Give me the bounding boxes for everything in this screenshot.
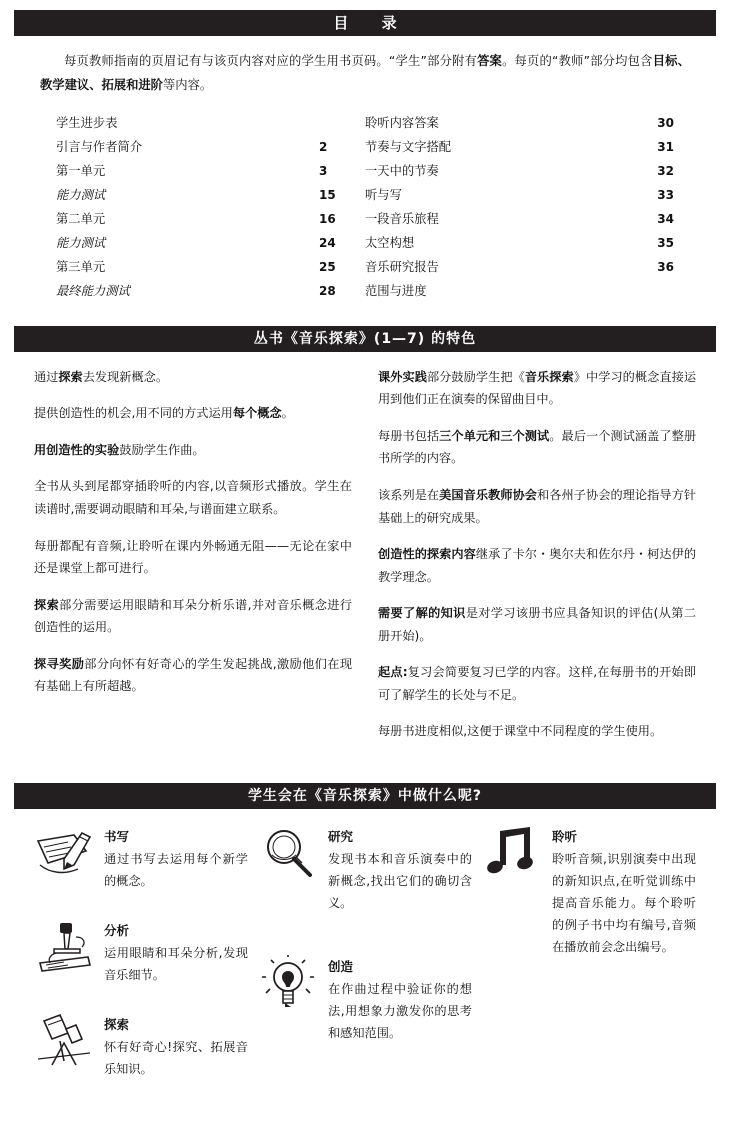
- feature-text: 部分鼓励学生把《: [426, 369, 525, 384]
- microscope-icon: [34, 919, 96, 975]
- music-note-icon: [482, 825, 544, 881]
- feature-text: 每册书进度相似,这便于课堂中不同程度的学生使用。: [378, 724, 663, 739]
- feature-paragraph: [378, 661, 696, 706]
- feature-paragraph: [378, 720, 696, 743]
- activities-banner: 学生会在《音乐探索》中做什么呢?: [14, 783, 716, 809]
- toc-entry[interactable]: [56, 184, 365, 208]
- feature-text: 。最后一个测试涵盖了整册书所学的内容。: [378, 428, 697, 466]
- feature-paragraph: [34, 366, 352, 389]
- intro-text-3: 等内容。: [162, 77, 213, 92]
- feature-text: 该系列是在: [378, 487, 440, 502]
- toc-entry-page: 35: [657, 235, 674, 250]
- features-banner: 丛书《音乐探索》(1—7) 的特色: [14, 326, 716, 352]
- feature-text: 部分向怀有好奇心的学生发起挑战,激励他们在现有基础上有所超越。: [34, 656, 353, 694]
- intro-text-2: 。每页的“教师”部分均包含: [502, 54, 653, 68]
- toc-entry-page: 34: [657, 211, 674, 226]
- toc-entry-title: 音乐研究报告: [365, 259, 439, 274]
- feature-bold-text: 起点:: [378, 665, 408, 680]
- activity-body: 聆听音频,识别演奏中出现的新知识点,在听觉训练中提高音乐能力。每个聆听的例子书中均有编号,音频在播放前会念出编号。: [552, 852, 696, 954]
- feature-paragraph: [34, 402, 352, 425]
- intro-bold-1: 答案: [477, 54, 503, 68]
- intro-text-1: 每页教师指南的页眉记有与该页内容对应的学生用书页码。“学生”部分附有: [64, 54, 478, 68]
- activity-heading: 创造: [328, 958, 354, 974]
- magnifier-icon: [258, 825, 320, 881]
- toc-column-right: [365, 112, 674, 304]
- toc-entry-title: 第三单元: [56, 259, 106, 274]
- activities-column-3: [482, 825, 696, 1107]
- toc-entry[interactable]: [365, 280, 674, 304]
- feature-paragraph: [378, 543, 696, 588]
- toc-entry-page: 28: [319, 283, 336, 298]
- activity-text: [104, 1013, 248, 1081]
- table-of-contents-banner: 目 录: [14, 10, 716, 36]
- feature-paragraph: [378, 425, 696, 470]
- feature-text: 是对学习该册书应具备知识的评估(从第二册开始)。: [378, 606, 697, 643]
- feature-text: 去发现新概念。: [82, 369, 169, 384]
- toc-entry-page: 25: [319, 259, 336, 274]
- feature-text: 部分需要运用眼睛和耳朵分析乐谱,并对音乐概念进行创造性的运用。: [34, 597, 353, 635]
- feature-paragraph: [378, 366, 696, 411]
- toc-entry-title: 能力测试: [56, 235, 106, 250]
- toc-entry-page: 15: [319, 187, 336, 202]
- intro-bold-2: 目标、教学建议、拓展和进阶: [40, 54, 690, 92]
- layout-spacer: [258, 941, 472, 955]
- activity-body: 运用眼睛和耳朵分析,发现音乐细节。: [104, 945, 248, 982]
- toc-entry[interactable]: [365, 184, 674, 208]
- toc-entry[interactable]: [365, 232, 674, 256]
- toc-entry[interactable]: [365, 208, 674, 232]
- feature-paragraph: [378, 484, 696, 529]
- toc-entry-page: 36: [657, 259, 674, 274]
- activity-item: [482, 825, 696, 959]
- intro-paragraph: [40, 50, 690, 98]
- feature-paragraph: [34, 475, 352, 520]
- feature-paragraph: [34, 653, 352, 698]
- activity-item: [34, 1013, 248, 1081]
- toc-entry-title: 能力测试: [56, 187, 106, 202]
- lightbulb-icon: [258, 955, 320, 1011]
- feature-text: 复习会简要复习已学的内容。这样,在每册书的开始即可了解学生的长处与不足。: [378, 665, 697, 702]
- toc-entry-title: 最终能力测试: [56, 283, 130, 298]
- toc-entry-page: 3: [319, 163, 328, 178]
- toc-entry[interactable]: [56, 280, 365, 304]
- feature-text: 每册都配有音频,让聆听在课内外畅通无阻——无论在家中还是课堂上都可进行。: [34, 538, 352, 576]
- toc-entry[interactable]: [365, 256, 674, 280]
- feature-text: 每册书包括: [378, 428, 440, 443]
- toc-entry[interactable]: [56, 136, 365, 160]
- activity-heading: 分析: [104, 922, 130, 938]
- feature-bold-text: 音乐探索: [524, 369, 574, 384]
- activity-text: [328, 955, 472, 1045]
- toc-column-left: [56, 112, 365, 304]
- activity-body: 发现书本和音乐演奏中的新概念,找出它们的确切含义。: [328, 852, 472, 910]
- toc-entry[interactable]: [365, 136, 674, 160]
- feature-bold-text: 探索: [34, 597, 60, 612]
- feature-text: 通过: [34, 369, 59, 384]
- toc-entry-title: 聆听内容答案: [365, 115, 439, 130]
- toc-entry-title: 学生进步表: [56, 115, 118, 130]
- toc-entry-title: 太空构想: [365, 235, 415, 250]
- activity-text: [104, 825, 248, 893]
- activity-text: [552, 825, 696, 959]
- activity-item: [34, 825, 248, 893]
- feature-paragraph: [34, 535, 352, 580]
- toc-entry-title: 第一单元: [56, 163, 106, 178]
- feature-text: 鼓励学生作曲。: [119, 442, 205, 457]
- activity-heading: 聆听: [552, 829, 578, 844]
- toc-entry-page: 32: [657, 163, 674, 178]
- features-column-left: [34, 366, 352, 757]
- toc-entry[interactable]: [365, 160, 674, 184]
- activity-body: 通过书写去运用每个新学的概念。: [104, 852, 248, 888]
- features-column-right: [378, 366, 696, 757]
- features-section: [34, 366, 696, 757]
- activity-item: [258, 825, 472, 915]
- toc-entry[interactable]: [365, 112, 674, 136]
- feature-text: 提供创造性的机会,用不同的方式运用: [34, 406, 233, 421]
- feature-bold-text: 美国音乐教师协会: [439, 487, 538, 502]
- toc-entry-title: 一段音乐旅程: [365, 211, 439, 226]
- toc-entry[interactable]: [56, 160, 365, 184]
- toc-entry[interactable]: [56, 208, 365, 232]
- feature-bold-text: 需要了解的知识: [378, 606, 466, 621]
- telescope-icon: [34, 1013, 96, 1069]
- feature-text: 继承了卡尔・奥尔夫和佐尔丹・柯达伊的教学理念。: [378, 547, 697, 584]
- toc-entry-title: 引言与作者简介: [56, 139, 143, 154]
- feature-bold-text: 探寻奖励: [34, 656, 85, 671]
- toc-entry-title: 一天中的节奏: [365, 163, 439, 178]
- feature-bold-text: 课外实践: [378, 369, 427, 384]
- activity-text: [104, 919, 248, 987]
- feature-text: 。: [281, 406, 294, 421]
- feature-paragraph: [34, 594, 352, 639]
- feature-paragraph: [34, 439, 352, 462]
- activity-body: 怀有好奇心!探究、拓展音乐知识。: [104, 1039, 248, 1076]
- table-of-contents: [56, 112, 674, 304]
- feature-text: 和各州子协会的理论指导方针基础上的研究成果。: [378, 487, 697, 525]
- toc-entry-title: 第二单元: [56, 211, 106, 226]
- toc-entry[interactable]: [56, 256, 365, 280]
- toc-entry-title: 听与写: [365, 187, 402, 202]
- writing-hand-icon: [34, 825, 96, 881]
- toc-entry-page: 31: [657, 139, 674, 154]
- feature-bold-text: 创造性的探索内容: [378, 547, 476, 562]
- toc-entry-page: 30: [657, 115, 674, 130]
- activity-body: 在作曲过程中验证你的想法,用想象力激发你的思考和感知范围。: [328, 981, 472, 1040]
- feature-bold-text: 用创造性的实验: [34, 442, 120, 457]
- toc-entry[interactable]: [56, 112, 365, 136]
- activity-item: [34, 919, 248, 987]
- document-page: [0, 10, 730, 1133]
- activities-column-1: [34, 825, 248, 1107]
- toc-entry-title: 范围与进度: [365, 283, 427, 298]
- activities-column-2: [258, 825, 472, 1107]
- feature-text: 》中学习的概念直接运用到他们正在演奏的保留曲目中。: [378, 369, 697, 407]
- toc-entry[interactable]: [56, 232, 365, 256]
- activity-heading: 研究: [328, 829, 354, 844]
- activity-heading: 探索: [104, 1016, 130, 1032]
- activity-text: [328, 825, 472, 915]
- activities-section: [34, 825, 696, 1107]
- activity-item: [258, 955, 472, 1045]
- toc-entry-page: 2: [319, 139, 328, 154]
- toc-entry-page: 24: [319, 235, 336, 250]
- toc-entry-page: 33: [657, 187, 674, 202]
- page-bottom-padding: [0, 1107, 730, 1133]
- toc-entry-page: 16: [319, 211, 336, 226]
- activity-heading: 书写: [104, 829, 130, 844]
- feature-bold-text: 每个概念: [232, 406, 282, 421]
- feature-bold-text: 三个单元和三个测试: [439, 428, 550, 443]
- feature-text: 全书从头到尾都穿插聆听的内容,以音频形式播放。学生在读谱时,需要调动眼睛和耳朵,与谱面建立联系。: [34, 479, 352, 516]
- feature-bold-text: 探索: [58, 369, 83, 384]
- toc-entry-title: 节奏与文字搭配: [365, 139, 452, 154]
- feature-paragraph: [378, 602, 696, 647]
